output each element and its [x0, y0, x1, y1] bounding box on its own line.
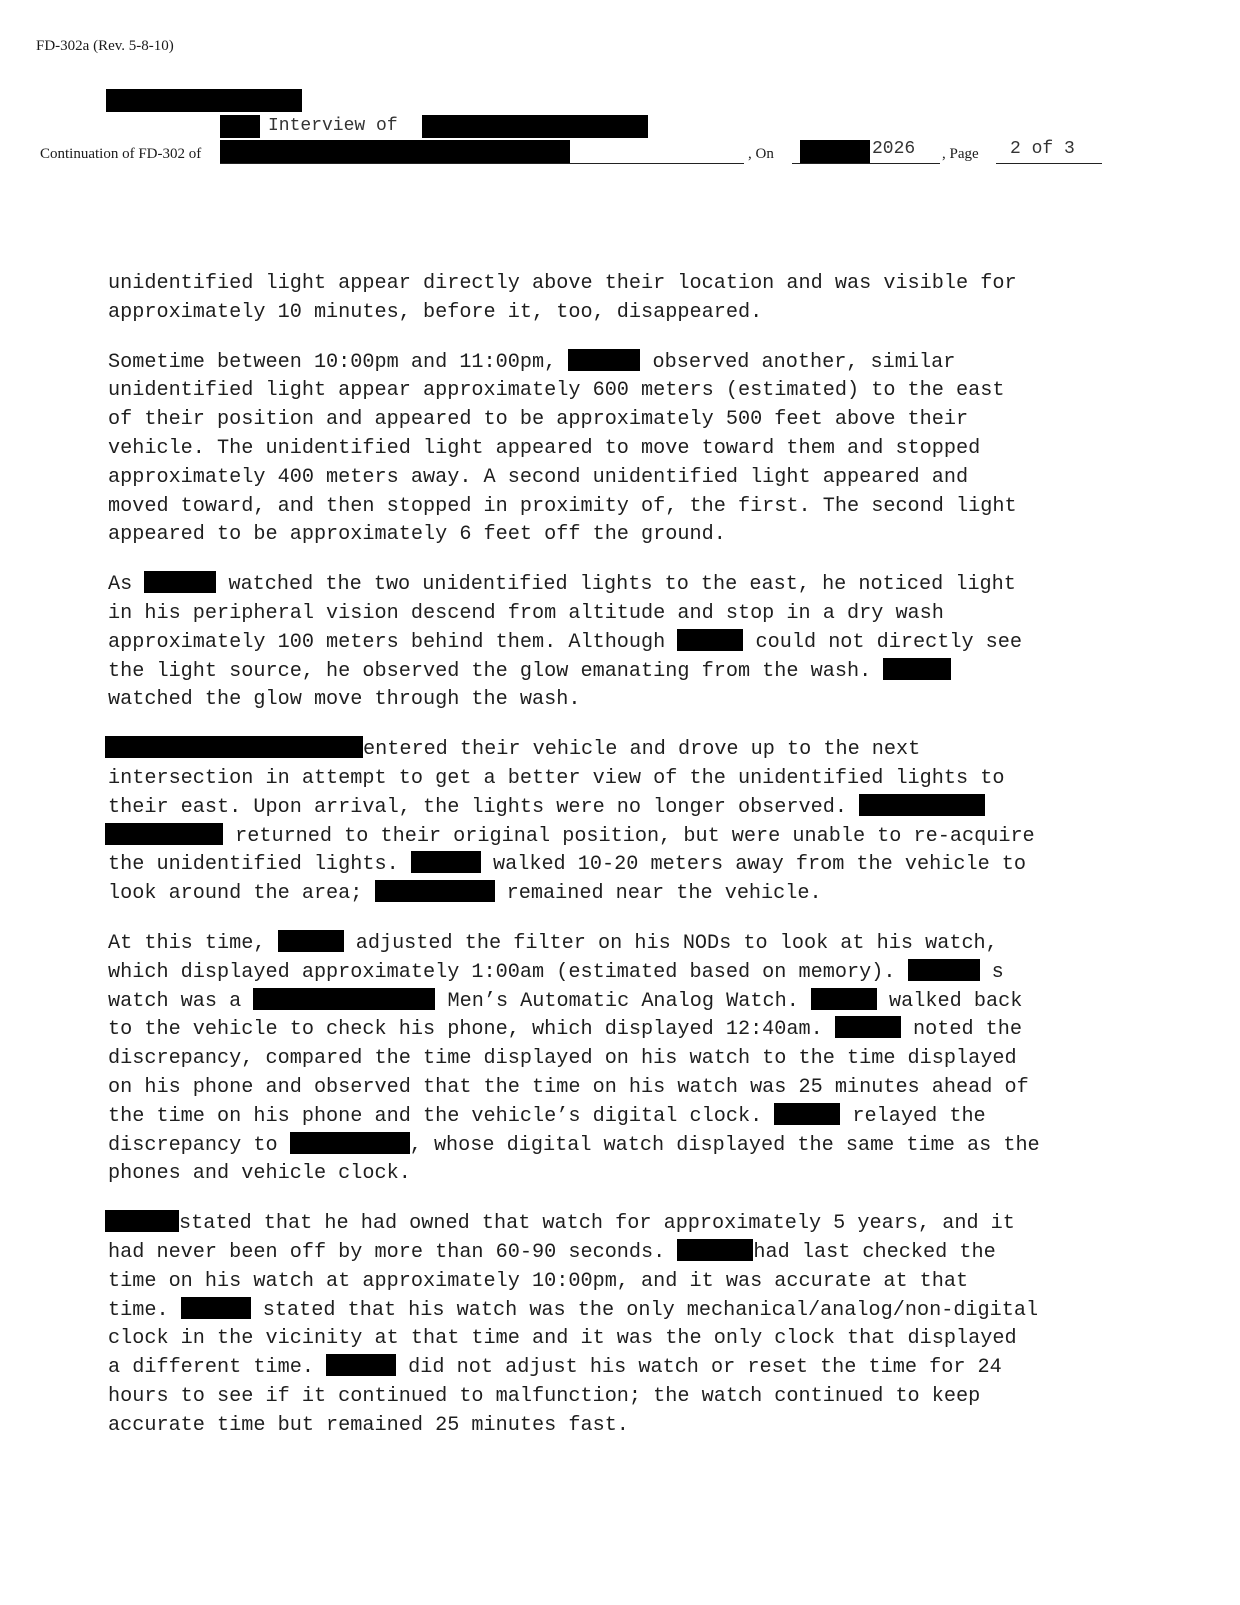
document-body — [108, 270, 1128, 1461]
text-run: returned to their original position, but were unable to re-acquire — [223, 824, 1035, 848]
text-run: a different time. — [108, 1356, 327, 1380]
redaction-block — [105, 736, 363, 758]
redaction-block — [144, 571, 216, 593]
text-run: unidentified light appear directly above their location and was visible for — [108, 272, 1017, 295]
text-run: stated that he had owned that watch for approximately 5 years, and it — [179, 1212, 1015, 1236]
text-run: hours to see if it continued to malfunction; the watch continued to keep — [108, 1384, 981, 1408]
redaction-block — [375, 880, 495, 902]
text-run: intersection in attempt to get a better view of the unidentified lights to — [108, 766, 1005, 790]
text-run: stated that his watch was the only mechanical/analog/non-digital — [250, 1298, 1039, 1322]
redaction-block — [859, 794, 985, 816]
text-run: appeared to be approximately 6 feet off the ground. — [108, 523, 726, 547]
paragraph — [108, 571, 1128, 715]
text-run: could not directly see — [743, 630, 1023, 654]
text-run: remained near the vehicle. — [494, 882, 822, 906]
redaction-block — [105, 1210, 179, 1232]
paragraph — [108, 930, 1128, 1189]
text-run: discrepancy, compared the time displayed on his watch to the time displayed — [108, 1047, 1017, 1071]
text-run: , whose digital watch displayed the same time as the — [409, 1133, 1040, 1157]
text-run: clock in the vicinity at that time and it was the only clock that displayed — [108, 1327, 1017, 1351]
text-run: s — [979, 960, 1004, 984]
text-run: moved toward, and then stopped in proximity of, the first. The second light — [108, 494, 1017, 518]
text-run: the unidentified lights. — [108, 853, 411, 877]
redaction-block — [883, 658, 951, 680]
redaction-block — [774, 1103, 840, 1125]
redaction-block — [835, 1016, 901, 1038]
redaction-block — [105, 823, 223, 845]
text-run: approximately 10 minutes, before it, too, disappeared. — [108, 300, 763, 324]
redaction-block — [253, 988, 435, 1010]
text-run: their east. Upon arrival, the lights were no longer observed. — [108, 795, 860, 819]
text-run: watched the glow move through the wash. — [108, 688, 581, 712]
redaction-block — [220, 140, 570, 163]
redaction-block — [677, 1239, 753, 1261]
text-run: time on his watch at approximately 10:00pm, and it was accurate at that — [108, 1269, 969, 1293]
redaction-block — [326, 1354, 396, 1376]
text-run: did not adjust his watch or reset the time for 24 — [396, 1356, 1002, 1380]
redaction-block — [568, 349, 640, 371]
page-number: 2 of 3 — [1010, 139, 1075, 159]
redaction-block — [106, 89, 302, 112]
text-run: walked back — [876, 989, 1023, 1013]
text-run: of their position and appeared to be approximately 500 feet above their — [108, 408, 969, 432]
redaction-block — [290, 1132, 410, 1154]
date-value: 2026 — [872, 139, 916, 159]
text-run: As — [108, 573, 145, 597]
text-run: which displayed approximately 1:00am (estimated based on memory). — [108, 960, 908, 984]
text-run: approximately 400 meters away. A second unidentified light appeared and — [108, 465, 969, 489]
redaction-block — [181, 1297, 251, 1319]
interview-of-label: Interview of — [268, 116, 398, 136]
text-run: Men’s Automatic Analog Watch. — [435, 989, 811, 1013]
paragraph — [108, 1210, 1128, 1440]
redaction-block — [908, 959, 980, 981]
redaction-block — [220, 115, 260, 138]
redaction-block — [278, 930, 344, 952]
text-run: Sometime between 10:00pm and 11:00pm, — [108, 350, 569, 374]
text-run: look around the area; — [108, 882, 375, 906]
paragraph — [108, 270, 1128, 328]
text-run: the time on his phone and the vehicle’s digital clock. — [108, 1104, 775, 1128]
text-run: had last checked the — [753, 1240, 996, 1264]
text-run: on his phone and observed that the time on his watch was 25 minutes ahead of — [108, 1075, 1029, 1099]
text-run: phones and vehicle clock. — [108, 1162, 411, 1186]
paragraph — [108, 736, 1128, 909]
continuation-label: Continuation of FD-302 of — [40, 146, 202, 162]
text-run: adjusted the filter on his NODs to look at his watch, — [343, 931, 998, 955]
text-run: vehicle. The unidentified light appeared to move toward them and stopped — [108, 436, 981, 460]
text-run: had never been off by more than 60-90 seconds. — [108, 1240, 678, 1264]
text-run: At this time, — [108, 931, 278, 955]
text-run: watch was a — [108, 989, 254, 1013]
text-run: in his peripheral vision descend from altitude and stop in a dry wash — [108, 601, 944, 625]
text-run: accurate time but remained 25 minutes fast. — [108, 1413, 629, 1437]
form-identifier: FD-302a (Rev. 5-8-10) — [36, 38, 174, 54]
page-label: , Page — [942, 146, 979, 162]
redaction-block — [677, 629, 743, 651]
text-run: watched the two unidentified lights to the east, he noticed light — [216, 573, 1016, 597]
date-underline — [792, 163, 940, 164]
text-run: noted the — [900, 1018, 1023, 1042]
text-run: unidentified light appear approximately 600 meters (estimated) to the east — [108, 379, 1005, 403]
text-run: discrepancy to — [108, 1133, 290, 1157]
text-run: walked 10-20 meters away from the vehicle to — [480, 853, 1027, 877]
subject-name-underline — [220, 163, 744, 164]
date-label: , On — [748, 146, 774, 162]
text-run: the light source, he observed the glow emanating from the wash. — [108, 659, 884, 683]
redaction-block — [800, 140, 870, 163]
text-run: approximately 100 meters behind them. Although — [108, 630, 678, 654]
text-run: observed another, similar — [640, 350, 956, 374]
text-run: relayed the — [840, 1104, 986, 1128]
redaction-block — [411, 851, 481, 873]
page-underline — [996, 163, 1102, 164]
text-run: to the vehicle to check his phone, which displayed 12:40am. — [108, 1018, 835, 1042]
text-run: entered their vehicle and drove up to the next — [363, 738, 921, 762]
redaction-block — [811, 988, 877, 1010]
redaction-block — [422, 115, 648, 138]
paragraph — [108, 349, 1128, 551]
text-run: time. — [108, 1298, 181, 1322]
